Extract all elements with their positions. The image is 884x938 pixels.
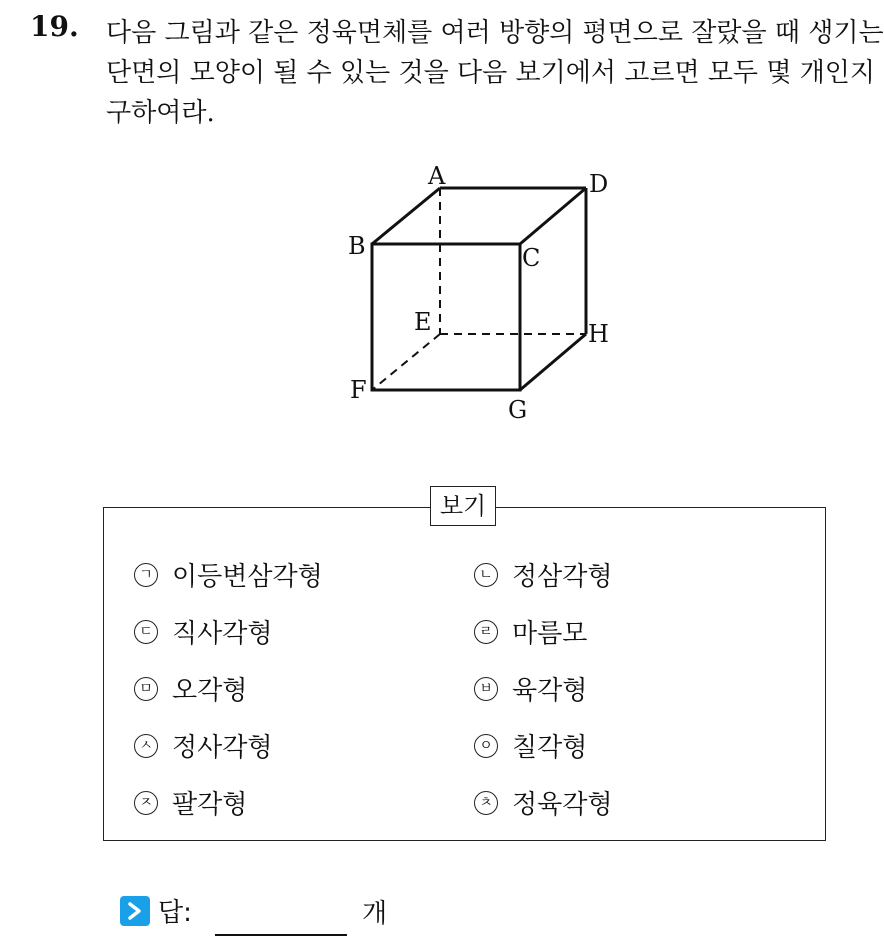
option-mark: ㄴ [474,563,498,587]
option-item [134,556,323,593]
answer-blank[interactable] [215,934,347,936]
option-mark: ㅂ [474,677,498,701]
option-item [134,727,272,764]
answer-label: 답: [158,898,192,928]
option-text: 마름모 [512,619,588,649]
option-text: 이등변삼각형 [172,562,323,592]
option-text: 정육각형 [512,790,613,820]
edge-cd [520,188,586,244]
option-item [474,556,612,593]
option-text: 오각형 [172,676,248,706]
vertex-label-f: F [350,376,367,404]
question-line-1: 다음 그림과 같은 정육면체를 여러 방향의 평면으로 잘랐을 때 생기는 [106,18,884,48]
option-item [134,613,272,650]
edge-gh [520,334,586,390]
answer-unit: 개 [362,899,388,929]
option-mark: ㅇ [474,734,498,758]
option-text: 직사각형 [172,619,273,649]
vertex-label-a: A [428,162,446,190]
vertex-label-d: D [589,170,609,198]
option-mark: ㅈ [134,791,158,815]
option-mark: ㄹ [474,620,498,644]
option-text: 정사각형 [172,733,273,763]
option-text: 육각형 [512,676,588,706]
option-mark: ㅅ [134,734,158,758]
option-item [474,670,587,707]
option-text: 칠각형 [512,733,588,763]
edge-ba [372,188,440,244]
option-mark: ㄷ [134,620,158,644]
option-item [474,727,587,764]
option-item [134,784,247,821]
option-text: 팔각형 [172,790,248,820]
options-box-title: 보기 [430,486,496,526]
vertex-label-g: G [508,396,528,424]
answer-row [120,892,192,929]
question-line-2: 단면의 모양이 될 수 있는 것을 다음 보기에서 고르면 모두 몇 개인지 [106,58,876,88]
option-mark: ㅊ [474,791,498,815]
front-face [372,244,520,390]
option-mark: ㅁ [134,677,158,701]
vertex-label-h: H [588,320,609,348]
vertex-label-c: C [522,244,541,272]
option-item [474,613,587,650]
edge-ef [372,334,440,390]
option-item [474,784,612,821]
arrow-right-icon [120,896,150,926]
cube-figure [330,160,630,430]
question-number: 19. [30,10,79,43]
vertex-label-e: E [414,308,432,336]
option-item [134,670,247,707]
question-line-3: 구하여라. [106,98,215,128]
vertex-label-b: B [348,232,366,260]
option-text: 정삼각형 [512,562,613,592]
option-mark: ㄱ [134,563,158,587]
